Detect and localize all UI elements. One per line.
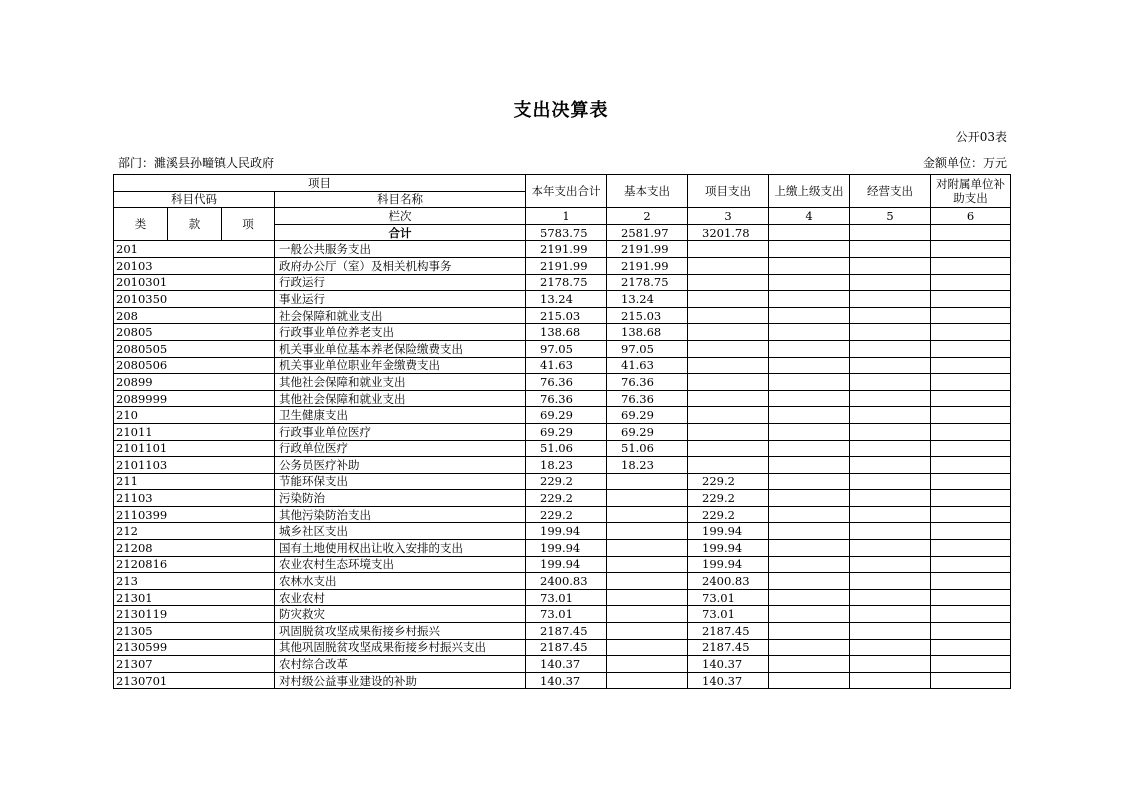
- row-name: 其他污染防治支出: [275, 506, 526, 523]
- header-subject-name: 科目名称: [275, 191, 526, 208]
- row-name: 城乡社区支出: [275, 523, 526, 540]
- row-basic: 138.68: [607, 324, 688, 341]
- row-basic: 2178.75: [607, 274, 688, 291]
- row-name: 巩固脱贫攻坚成果衔接乡村振兴: [275, 623, 526, 640]
- row-code: 2101101: [114, 440, 275, 457]
- row-project: [688, 241, 769, 258]
- row-name: 机关事业单位基本养老保险缴费支出: [275, 340, 526, 357]
- row-upper: [769, 357, 850, 374]
- row-code: 208: [114, 307, 275, 324]
- row-code: 21301: [114, 589, 275, 606]
- total-label: 合计: [275, 224, 526, 241]
- row-subsidy: [931, 672, 1011, 689]
- row-total: 2178.75: [526, 274, 607, 291]
- row-basic: [607, 639, 688, 656]
- row-project: 73.01: [688, 606, 769, 623]
- row-upper: [769, 390, 850, 407]
- row-subsidy: [931, 490, 1011, 507]
- row-total: 2400.83: [526, 573, 607, 590]
- row-business: [850, 423, 931, 440]
- row-name: 其他社会保障和就业支出: [275, 374, 526, 391]
- row-business: [850, 374, 931, 391]
- row-total: 215.03: [526, 307, 607, 324]
- total-basic: 2581.97: [607, 224, 688, 241]
- row-code: 2120816: [114, 556, 275, 573]
- row-upper: [769, 606, 850, 623]
- header-lanci: 栏次: [275, 208, 526, 225]
- row-subsidy: [931, 473, 1011, 490]
- row-project: 229.2: [688, 473, 769, 490]
- row-business: [850, 324, 931, 341]
- row-project: [688, 423, 769, 440]
- header-col-basic: 基本支出: [607, 175, 688, 208]
- row-total: 76.36: [526, 374, 607, 391]
- row-project: 2400.83: [688, 573, 769, 590]
- col-num: 2: [607, 208, 688, 225]
- row-upper: [769, 672, 850, 689]
- row-upper: [769, 490, 850, 507]
- row-total: 76.36: [526, 390, 607, 407]
- row-subsidy: [931, 291, 1011, 308]
- row-code: 2080506: [114, 357, 275, 374]
- row-basic: [607, 556, 688, 573]
- total-upper: [769, 224, 850, 241]
- row-business: [850, 506, 931, 523]
- row-code: 21011: [114, 423, 275, 440]
- row-project: [688, 457, 769, 474]
- row-code: 20103: [114, 257, 275, 274]
- header-subject-code: 科目代码: [114, 191, 275, 208]
- row-name: 农林水支出: [275, 573, 526, 590]
- row-code: 2130599: [114, 639, 275, 656]
- col-num: 5: [850, 208, 931, 225]
- table-row: [114, 589, 1011, 606]
- row-total: 140.37: [526, 672, 607, 689]
- table-row: [114, 274, 1011, 291]
- row-business: [850, 357, 931, 374]
- row-code: 2101103: [114, 457, 275, 474]
- row-subsidy: [931, 656, 1011, 673]
- row-project: [688, 257, 769, 274]
- row-code: 211: [114, 473, 275, 490]
- row-name: 行政事业单位医疗: [275, 423, 526, 440]
- row-name: 政府办公厅（室）及相关机构事务: [275, 257, 526, 274]
- row-upper: [769, 257, 850, 274]
- row-basic: [607, 672, 688, 689]
- row-subsidy: [931, 374, 1011, 391]
- row-upper: [769, 307, 850, 324]
- row-business: [850, 390, 931, 407]
- table-row: [114, 506, 1011, 523]
- row-business: [850, 523, 931, 540]
- row-code: 2110399: [114, 506, 275, 523]
- row-subsidy: [931, 440, 1011, 457]
- row-code: 2130701: [114, 672, 275, 689]
- row-basic: [607, 573, 688, 590]
- row-business: [850, 490, 931, 507]
- row-business: [850, 274, 931, 291]
- table-row: [114, 407, 1011, 424]
- row-code: 2010350: [114, 291, 275, 308]
- row-project: 199.94: [688, 556, 769, 573]
- row-basic: [607, 623, 688, 640]
- row-business: [850, 407, 931, 424]
- row-name: 农业农村生态环境支出: [275, 556, 526, 573]
- row-code: 201: [114, 241, 275, 258]
- table-row: [114, 440, 1011, 457]
- row-basic: 76.36: [607, 390, 688, 407]
- row-total: 69.29: [526, 423, 607, 440]
- row-project: [688, 357, 769, 374]
- row-business: [850, 556, 931, 573]
- row-total: 41.63: [526, 357, 607, 374]
- col-num: 3: [688, 208, 769, 225]
- row-business: [850, 473, 931, 490]
- table-row: [114, 639, 1011, 656]
- row-upper: [769, 423, 850, 440]
- row-business: [850, 307, 931, 324]
- row-upper: [769, 440, 850, 457]
- row-subsidy: [931, 324, 1011, 341]
- row-upper: [769, 407, 850, 424]
- row-basic: 2191.99: [607, 257, 688, 274]
- row-business: [850, 606, 931, 623]
- row-code: 21307: [114, 656, 275, 673]
- row-project: [688, 390, 769, 407]
- row-basic: [607, 473, 688, 490]
- header-col-upper: 上缴上级支出: [769, 175, 850, 208]
- header-col-subsidy: 对附属单位补助支出: [931, 175, 1011, 208]
- row-name: 污染防治: [275, 490, 526, 507]
- row-upper: [769, 457, 850, 474]
- header-lei: 类: [114, 208, 168, 241]
- row-name: 公务员医疗补助: [275, 457, 526, 474]
- row-subsidy: [931, 540, 1011, 557]
- row-project: 140.37: [688, 656, 769, 673]
- row-business: [850, 573, 931, 590]
- row-code: 2010301: [114, 274, 275, 291]
- row-upper: [769, 623, 850, 640]
- row-total: 199.94: [526, 523, 607, 540]
- table-row: [114, 656, 1011, 673]
- row-name: 防灾救灾: [275, 606, 526, 623]
- row-name: 其他社会保障和就业支出: [275, 390, 526, 407]
- table-row: [114, 473, 1011, 490]
- row-total: 51.06: [526, 440, 607, 457]
- row-subsidy: [931, 241, 1011, 258]
- row-upper: [769, 506, 850, 523]
- row-project: 229.2: [688, 506, 769, 523]
- row-code: 21305: [114, 623, 275, 640]
- row-upper: [769, 523, 850, 540]
- row-business: [850, 589, 931, 606]
- row-basic: 13.24: [607, 291, 688, 308]
- form-code: 公开03表: [955, 130, 1007, 144]
- col-num: 6: [931, 208, 1011, 225]
- row-subsidy: [931, 606, 1011, 623]
- row-project: 199.94: [688, 523, 769, 540]
- row-business: [850, 291, 931, 308]
- row-project: [688, 307, 769, 324]
- row-subsidy: [931, 589, 1011, 606]
- row-upper: [769, 340, 850, 357]
- row-total: 73.01: [526, 589, 607, 606]
- header-project: 项目: [114, 175, 526, 192]
- table-row: [114, 241, 1011, 258]
- table-row: [114, 390, 1011, 407]
- row-basic: 76.36: [607, 374, 688, 391]
- row-basic: [607, 490, 688, 507]
- row-name: 行政单位医疗: [275, 440, 526, 457]
- row-business: [850, 639, 931, 656]
- row-upper: [769, 540, 850, 557]
- total-subsidy: [931, 224, 1011, 241]
- total-value: 5783.75: [526, 224, 607, 241]
- row-basic: [607, 656, 688, 673]
- row-basic: 18.23: [607, 457, 688, 474]
- row-project: 229.2: [688, 490, 769, 507]
- header-xiang: 项: [222, 208, 275, 241]
- table-row: [114, 257, 1011, 274]
- row-upper: [769, 556, 850, 573]
- header-col-total: 本年支出合计: [526, 175, 607, 208]
- row-project: [688, 291, 769, 308]
- row-basic: 51.06: [607, 440, 688, 457]
- table-row: [114, 357, 1011, 374]
- row-subsidy: [931, 390, 1011, 407]
- row-total: 2191.99: [526, 257, 607, 274]
- row-business: [850, 257, 931, 274]
- table-row: [114, 573, 1011, 590]
- row-code: 210: [114, 407, 275, 424]
- row-basic: 69.29: [607, 423, 688, 440]
- col-num: 1: [526, 208, 607, 225]
- row-subsidy: [931, 407, 1011, 424]
- row-subsidy: [931, 257, 1011, 274]
- row-subsidy: [931, 623, 1011, 640]
- row-basic: [607, 523, 688, 540]
- table-row: [114, 374, 1011, 391]
- row-project: 2187.45: [688, 623, 769, 640]
- row-upper: [769, 656, 850, 673]
- row-name: 行政运行: [275, 274, 526, 291]
- table-row: [114, 340, 1011, 357]
- row-project: [688, 324, 769, 341]
- row-basic: 97.05: [607, 340, 688, 357]
- unit-label: 金额单位：万元: [922, 156, 1007, 170]
- row-name: 行政事业单位养老支出: [275, 324, 526, 341]
- table-title: 支出决算表: [513, 100, 609, 121]
- row-project: 2187.45: [688, 639, 769, 656]
- row-code: 21208: [114, 540, 275, 557]
- row-code: 212: [114, 523, 275, 540]
- row-upper: [769, 374, 850, 391]
- row-project: [688, 407, 769, 424]
- row-total: 229.2: [526, 506, 607, 523]
- table-row: [114, 672, 1011, 689]
- row-subsidy: [931, 506, 1011, 523]
- row-upper: [769, 274, 850, 291]
- row-basic: 215.03: [607, 307, 688, 324]
- row-project: 199.94: [688, 540, 769, 557]
- row-upper: [769, 573, 850, 590]
- row-name: 事业运行: [275, 291, 526, 308]
- header-col-business: 经营支出: [850, 175, 931, 208]
- row-upper: [769, 473, 850, 490]
- row-upper: [769, 324, 850, 341]
- row-project: [688, 374, 769, 391]
- row-total: 2187.45: [526, 639, 607, 656]
- row-total: 69.29: [526, 407, 607, 424]
- row-total: 13.24: [526, 291, 607, 308]
- row-name: 一般公共服务支出: [275, 241, 526, 258]
- row-total: 229.2: [526, 490, 607, 507]
- table-row: [114, 556, 1011, 573]
- row-basic: 2191.99: [607, 241, 688, 258]
- table-row: [114, 291, 1011, 308]
- row-total: 229.2: [526, 473, 607, 490]
- department-label: 部门：濉溪县孙疃镇人民政府: [118, 156, 275, 170]
- row-name: 节能环保支出: [275, 473, 526, 490]
- row-name: 对村级公益事业建设的补助: [275, 672, 526, 689]
- row-project: 140.37: [688, 672, 769, 689]
- row-subsidy: [931, 274, 1011, 291]
- row-basic: [607, 606, 688, 623]
- row-subsidy: [931, 556, 1011, 573]
- table-row: [114, 307, 1011, 324]
- row-total: 18.23: [526, 457, 607, 474]
- row-subsidy: [931, 340, 1011, 357]
- table-row: [114, 423, 1011, 440]
- row-project: [688, 340, 769, 357]
- row-total: 140.37: [526, 656, 607, 673]
- row-subsidy: [931, 307, 1011, 324]
- col-num: 4: [769, 208, 850, 225]
- row-code: 21103: [114, 490, 275, 507]
- row-code: 20805: [114, 324, 275, 341]
- row-business: [850, 623, 931, 640]
- row-business: [850, 457, 931, 474]
- table-row: [114, 540, 1011, 557]
- row-upper: [769, 291, 850, 308]
- row-subsidy: [931, 357, 1011, 374]
- row-name: 社会保障和就业支出: [275, 307, 526, 324]
- row-business: [850, 340, 931, 357]
- total-business: [850, 224, 931, 241]
- row-total: 97.05: [526, 340, 607, 357]
- row-basic: [607, 506, 688, 523]
- expenditure-table: [113, 174, 1011, 689]
- table-row: [114, 523, 1011, 540]
- row-total: 2187.45: [526, 623, 607, 640]
- row-business: [850, 440, 931, 457]
- row-business: [850, 241, 931, 258]
- row-upper: [769, 639, 850, 656]
- row-subsidy: [931, 457, 1011, 474]
- row-code: 20899: [114, 374, 275, 391]
- row-business: [850, 656, 931, 673]
- row-upper: [769, 241, 850, 258]
- row-subsidy: [931, 523, 1011, 540]
- row-total: 199.94: [526, 556, 607, 573]
- row-basic: 69.29: [607, 407, 688, 424]
- row-code: 2080505: [114, 340, 275, 357]
- row-code: 2130119: [114, 606, 275, 623]
- row-name: 卫生健康支出: [275, 407, 526, 424]
- table-row: [114, 457, 1011, 474]
- table-row: [114, 324, 1011, 341]
- row-basic: [607, 540, 688, 557]
- table-row: [114, 623, 1011, 640]
- row-code: 213: [114, 573, 275, 590]
- row-total: 138.68: [526, 324, 607, 341]
- header-col-project: 项目支出: [688, 175, 769, 208]
- row-business: [850, 540, 931, 557]
- row-total: 199.94: [526, 540, 607, 557]
- row-business: [850, 672, 931, 689]
- row-name: 机关事业单位职业年金缴费支出: [275, 357, 526, 374]
- row-name: 农业农村: [275, 589, 526, 606]
- row-total: 2191.99: [526, 241, 607, 258]
- table-row: [114, 490, 1011, 507]
- row-name: 国有土地使用权出让收入安排的支出: [275, 540, 526, 557]
- table-row: [114, 606, 1011, 623]
- row-subsidy: [931, 573, 1011, 590]
- row-subsidy: [931, 423, 1011, 440]
- row-subsidy: [931, 639, 1011, 656]
- row-basic: 41.63: [607, 357, 688, 374]
- row-project: [688, 274, 769, 291]
- header-kuan: 款: [168, 208, 222, 241]
- row-code: 2089999: [114, 390, 275, 407]
- row-name: 其他巩固脱贫攻坚成果衔接乡村振兴支出: [275, 639, 526, 656]
- row-name: 农村综合改革: [275, 656, 526, 673]
- row-total: 73.01: [526, 606, 607, 623]
- total-project: 3201.78: [688, 224, 769, 241]
- row-upper: [769, 589, 850, 606]
- row-project: [688, 440, 769, 457]
- row-project: 73.01: [688, 589, 769, 606]
- row-basic: [607, 589, 688, 606]
